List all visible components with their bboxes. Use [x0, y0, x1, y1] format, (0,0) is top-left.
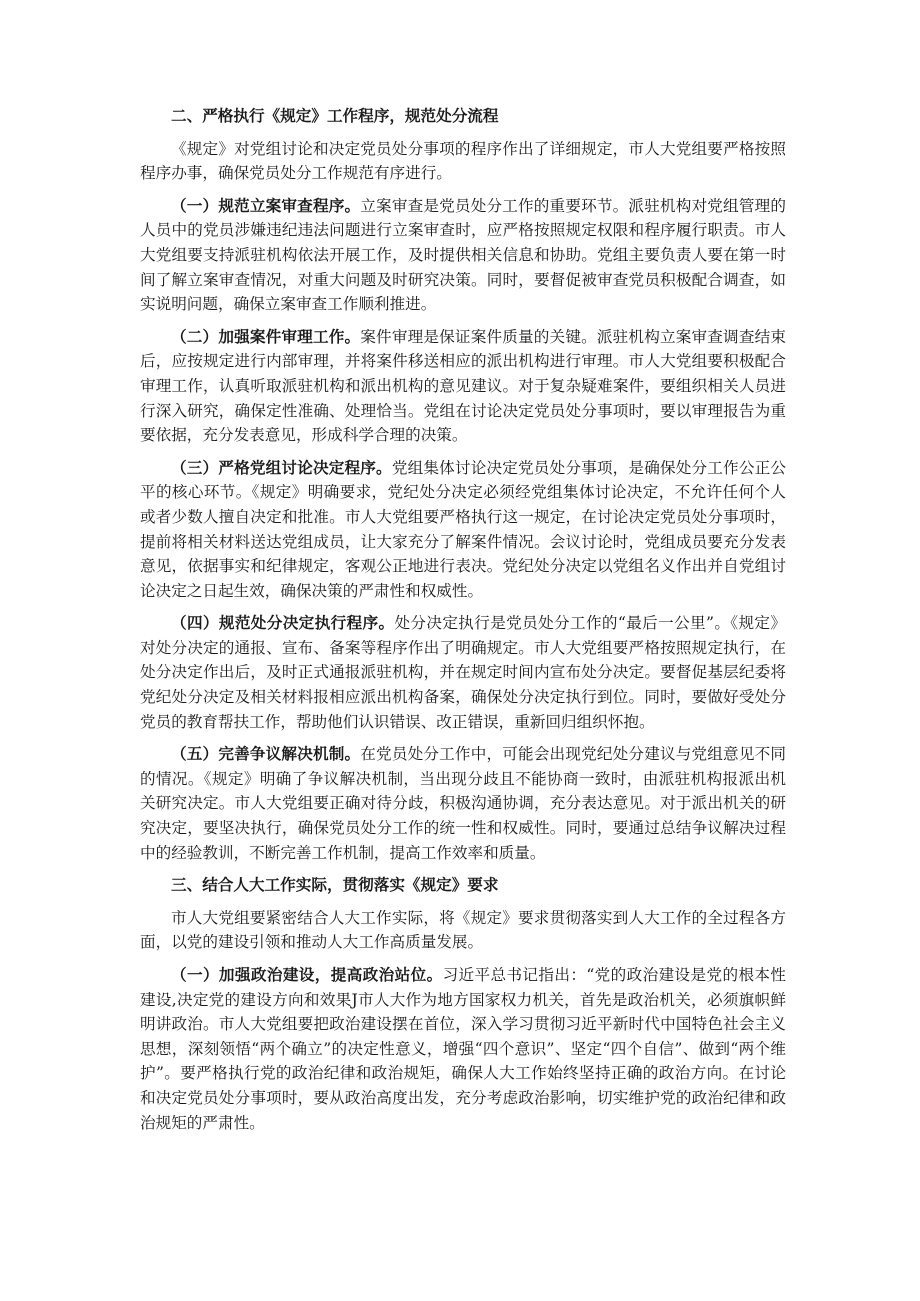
- paragraph-text: 在党员处分工作中，可能会出现党纪处分建议与党组意见不同的情况。《规定》明确了争议解决机制，当出现分歧且不能协商一致时，由派驻机构报派出机关研究决定。市人大党组要正确对待分歧，积极沟通协调，充分表达意见。对于派出机关的研究决定，要坚决执行，确保党员处分工作的统一性和权威性。同时，要通过总结争议解决过程中的经验教训，不断完善工作机制，提高工作效率和质量。: [140, 745, 786, 862]
- paragraph: [140, 611, 786, 734]
- paragraph: [140, 963, 786, 1135]
- paragraph: [140, 742, 786, 865]
- paragraph-text: 党组集体讨论决定党员处分事项，是确保处分工作公正公平的核心环节。《规定》明确要求，党纪处分决定必须经党组集体讨论决定，不允许任何个人或者少数人擅自决定和批准。市人大党组要严格执行这一规定，在讨论决定党员处分事项时，提前将相关材料送达党组成员，让大家充分了解案件情况。会议讨论时，党组成员要充分发表意见，依据事实和纪律规定，客观公正地进行表决。党纪处分决定以党组名义作出并自党组讨论决定之日起生效，确保决策的严肃性和权威性。: [140, 458, 786, 600]
- paragraph: [140, 325, 786, 448]
- paragraph-text: 立案审查是党员处分工作的重要环节。派驻机构对党组管理的人员中的党员涉嫌违纪违法问题进行立案审查时，应严格按照规定权限和程序履行职责。市人大党组要支持派驻机构依法开展工作，及时提供相关信息和协助。党组主要负责人要在第一时间了解立案审查情况，对重大问题及时研究决策。同时，要督促被审查党员积极配合调查，如实说明问题，确保立案审查工作顺利推进。: [140, 196, 786, 314]
- paragraph-lead: （四）规范处分决定执行程序。: [171, 614, 395, 633]
- paragraph-text: 处分决定执行是党员处分工作的“最后一公里”。《规定》对处分决定的通报、宣布、备案等程序作出了明确规定。市人大党组要严格按照规定执行，在处分决定作出后，及时正式通报派驻机构，并在规定时间内宣布处分决定。要督促基层纪委将党纪处分决定及相关材料报相应派出机构备案，确保处分决定执行到位。同时，要做好受处分党员的教育帮扶工作，帮助他们认识错误、改正错误，重新回归组织怀抱。: [140, 614, 786, 731]
- paragraph-lead: （一）规范立案审查程序。: [171, 196, 361, 215]
- paragraph-text: 案件审理是保证案件质量的关键。派驻机构立案审查调查结束后，应按规定进行内部审理，并将案件移送相应的派出机构进行审理。市人大党组要积极配合审理工作，认真听取派驻机构和派出机构的意见建议。对于复杂疑难案件，要组织相关人员进行深入研究，确保定性准确、处理恰当。党组在讨论决定党员处分事项时，要以审理报告为重要依据，充分发表意见，形成科学合理的决策。: [140, 327, 786, 445]
- paragraph: [140, 137, 786, 186]
- paragraph-lead: （一）加强政治建设，提高政治站位。: [171, 966, 443, 984]
- section-heading-2: 二、严格执行《规定》工作程序，规范处分流程: [171, 107, 499, 125]
- paragraph-text: 《规定》对党组讨论和决定党员处分事项的程序作出了详细规定，市人大党组要严格按照程序办事，确保党员处分工作规范有序进行。: [140, 139, 786, 183]
- paragraph: [140, 194, 786, 317]
- paragraph-text: 市人大党组要紧密结合人大工作实际，将《规定》要求贯彻落实到人大工作的全过程各方面，以党的建设引领和推动人大工作高质量发展。: [140, 908, 786, 952]
- document-page: [140, 104, 786, 1143]
- section-heading-3: 三、结合人大工作实际，贯彻落实《规定》要求: [171, 876, 499, 895]
- paragraph: [140, 456, 786, 604]
- paragraph-lead: （二）加强案件审理工作。: [171, 327, 361, 346]
- paragraph: [140, 906, 786, 955]
- paragraph-lead: （五）完善争议解决机制。: [171, 745, 361, 764]
- paragraph-text: 习近平总书记指出：“党的政治建设是党的根本性建设,决定党的建设方向和效果J市人大作为地方国家权力机关，首先是政治机关，必须旗帜鲜明讲政治。市人大党组要把政治建设摆在首位，深入学习贯彻习近平新时代中国特色社会主义思想，深刻领悟“两个确立”的决定性意义，增强“四个意识”、坚定“四个自信”、做到“两个维护”。要严格执行党的政治纪律和政治规矩，确保人大工作始终坚持正确的政治方向。在讨论和决定党员处分事项时，要从政治高度出发，充分考虑政治影响，切实维护党的政治纪律和政治规矩的严肃性。: [140, 966, 786, 1132]
- paragraph-lead: （三）严格党组讨论决定程序。: [171, 458, 392, 477]
